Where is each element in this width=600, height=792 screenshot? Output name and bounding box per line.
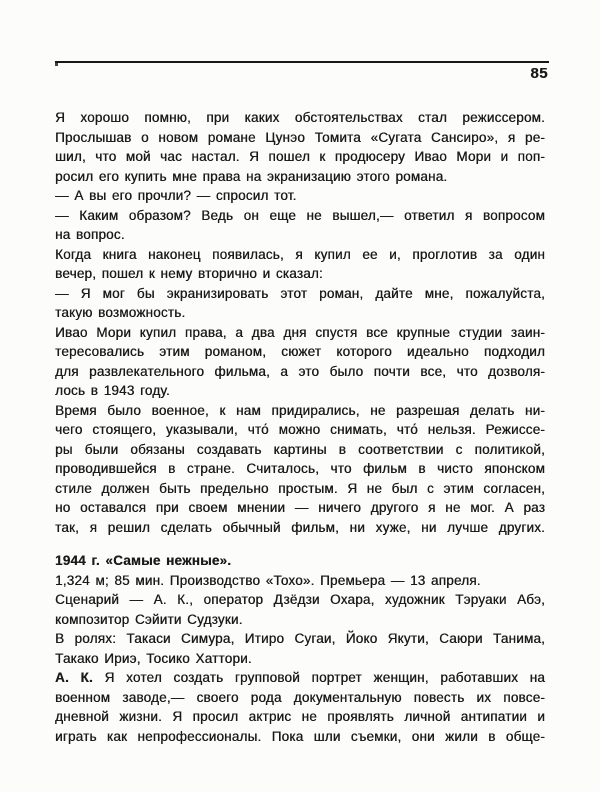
text-line xyxy=(55,420,545,440)
text-segment: Сценарий — А. К., оператор Дзёдзи Охара, художник Тэруаки Абэ, xyxy=(55,592,545,607)
body-text xyxy=(55,108,545,746)
text-segment: Когда книга наконец появилась, я купил ее и, проглотив за один xyxy=(55,246,545,262)
text-line xyxy=(55,629,545,649)
text-line xyxy=(55,727,545,747)
text-line xyxy=(55,206,545,226)
text-line xyxy=(55,688,545,708)
text-segment: так, я решил сделать обычный фильм, ни хуже, ни лучше других. xyxy=(55,519,545,535)
text-line xyxy=(55,108,545,128)
text-line xyxy=(55,498,545,518)
text-line xyxy=(55,128,545,148)
text-line xyxy=(55,571,545,591)
text-line xyxy=(55,440,545,460)
text-line xyxy=(55,518,545,538)
text-line xyxy=(55,186,545,206)
text-segment: ры были обязаны создавать картины в соответствии с политикой, xyxy=(55,441,545,457)
text-line xyxy=(55,590,545,610)
text-segment: Ивао Мори купил права, а два дня спустя все крупные студии заин- xyxy=(55,324,545,340)
text-line xyxy=(55,362,545,382)
bold-text: 1944 г. «Самые нежные». xyxy=(55,553,232,568)
text-line xyxy=(55,551,545,571)
text-segment: лось в 1943 году. xyxy=(55,383,170,398)
text-line xyxy=(55,707,545,727)
text-segment: Я хорошо помню, при каких обстоятельствах стал режиссером. xyxy=(55,110,545,125)
header-rule-tick xyxy=(55,63,58,66)
text-segment: Такако Ириэ, Тосико Хаттори. xyxy=(55,650,252,666)
text-segment: композитор Сэйити Судзуки. xyxy=(55,611,243,627)
text-line xyxy=(55,225,545,245)
text-segment: тересовались этим романом, сюжет которого идеально подходил xyxy=(55,344,545,359)
text-line xyxy=(55,668,545,688)
text-line xyxy=(55,264,545,284)
text-line xyxy=(55,342,545,362)
text-segment: шил, что мой час настал. Я пошел к продюсеру Ивао Мори и поп- xyxy=(55,149,545,164)
text-segment: играть как непрофессионалы. Пока шли съемки, они жили в обще- xyxy=(55,728,545,744)
text-segment: Прослышав о новом романе Цунэо Томита «Сугата Сансиро», я ре- xyxy=(55,129,545,145)
text-line xyxy=(55,303,545,323)
header-rule xyxy=(55,61,549,63)
text-segment: вечер, пошел к нему вторично и сказал: xyxy=(55,266,323,281)
text-line xyxy=(55,401,545,421)
text-segment: росил его купить мне права на экранизацию этого романа. xyxy=(55,168,448,184)
text-line xyxy=(55,479,545,499)
text-line xyxy=(55,284,545,304)
text-segment: Я хотел создать групповой портрет женщин, работавших на xyxy=(92,670,545,685)
text-segment: 1,324 м; 85 мин. Производство «Тохо». Премьера — 13 апреля. xyxy=(55,572,481,588)
text-line xyxy=(55,381,545,401)
text-segment: на вопрос. xyxy=(55,227,125,242)
text-line xyxy=(55,323,545,343)
text-segment: Время было военное, к нам придирались, не разрешая делать ни- xyxy=(55,402,545,418)
text-line xyxy=(55,459,545,479)
text-line xyxy=(55,649,545,669)
text-line xyxy=(55,610,545,630)
text-segment: — А вы его прочли? — спросил тот. xyxy=(55,188,297,203)
page-number: 85 xyxy=(530,65,548,82)
text-segment: чего стоящего, указывали, что́ можно снимать, что́ нельзя. Режиссе- xyxy=(55,422,545,437)
text-segment: военном заводе,— своего рода документальную повесть их повсе- xyxy=(55,689,545,705)
text-segment: дневной жизни. Я просил актрис не проявлять личной антипатии и xyxy=(55,709,545,724)
text-segment: для развлекательного фильма, а это было почти все, что дозволя- xyxy=(55,363,545,379)
text-segment: — Каким образом? Ведь он еще не вышел,— ответил я вопросом xyxy=(55,207,545,223)
text-segment: В ролях: Такаси Симура, Итиро Сугаи, Йоко Якути, Саюри Танима, xyxy=(55,631,545,646)
text-line xyxy=(55,167,545,187)
bold-text: А. К. xyxy=(55,670,93,685)
text-segment: но оставался при своем мнении — ничего другого я не мог. А раз xyxy=(55,500,545,515)
text-segment: — Я мог бы экранизировать этот роман, дайте мне, пожалуйста, xyxy=(55,285,545,301)
text-segment: стиле должен быть предельно простым. Я не был с этим согласен, xyxy=(55,480,545,496)
text-segment: такую возможность. xyxy=(55,305,186,320)
text-line xyxy=(55,245,545,265)
text-line xyxy=(55,147,545,167)
text-segment: проводившейся в стране. Считалось, что фильм в чисто японском xyxy=(55,461,545,476)
